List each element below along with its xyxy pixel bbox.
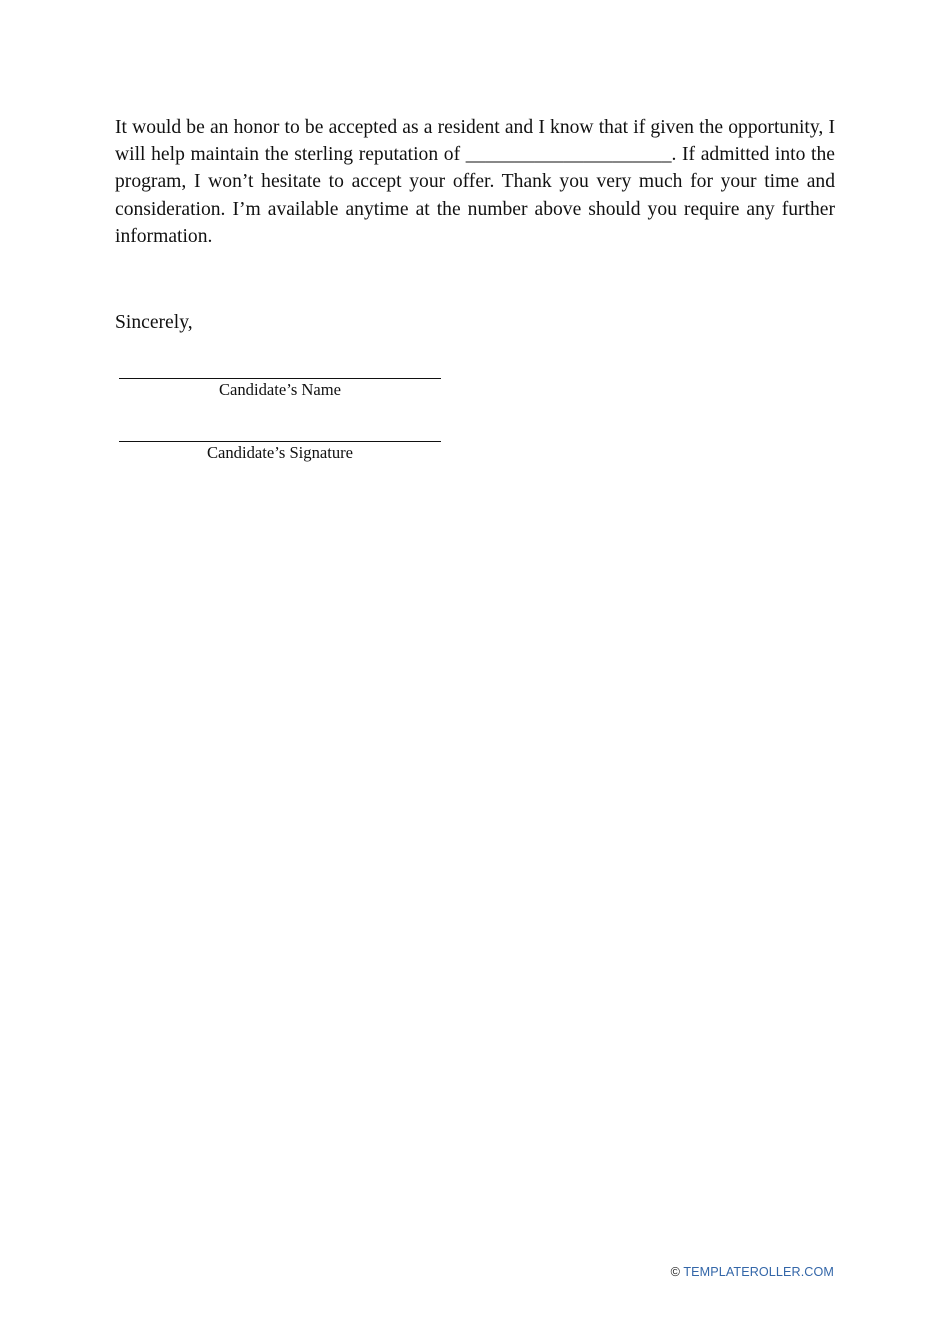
footer-copyright [671,1264,834,1280]
candidate-signature-line [119,441,441,442]
candidate-name-block [119,378,441,400]
candidate-name-line [119,378,441,379]
candidate-signature-label: Candidate’s Signature [206,443,354,462]
templateroller-link[interactable]: TEMPLATEROLLER.COM [683,1265,834,1279]
letter-closing: Sincerely, [115,312,193,333]
letter-body-paragraph: It would be an honor to be accepted as a resident and I know that if given the opportunity, I will help maintain the sterling reputation of _____________________. If admitted into the program, I won’t hesitate to accept your offer. Thank you very much for your time and consideration. I’m available anytime at the number above should you require any further information. [115,117,835,247]
candidate-name-label: Candidate’s Name [218,380,342,399]
copyright-icon: © [670,1265,680,1279]
candidate-signature-block [119,441,441,463]
